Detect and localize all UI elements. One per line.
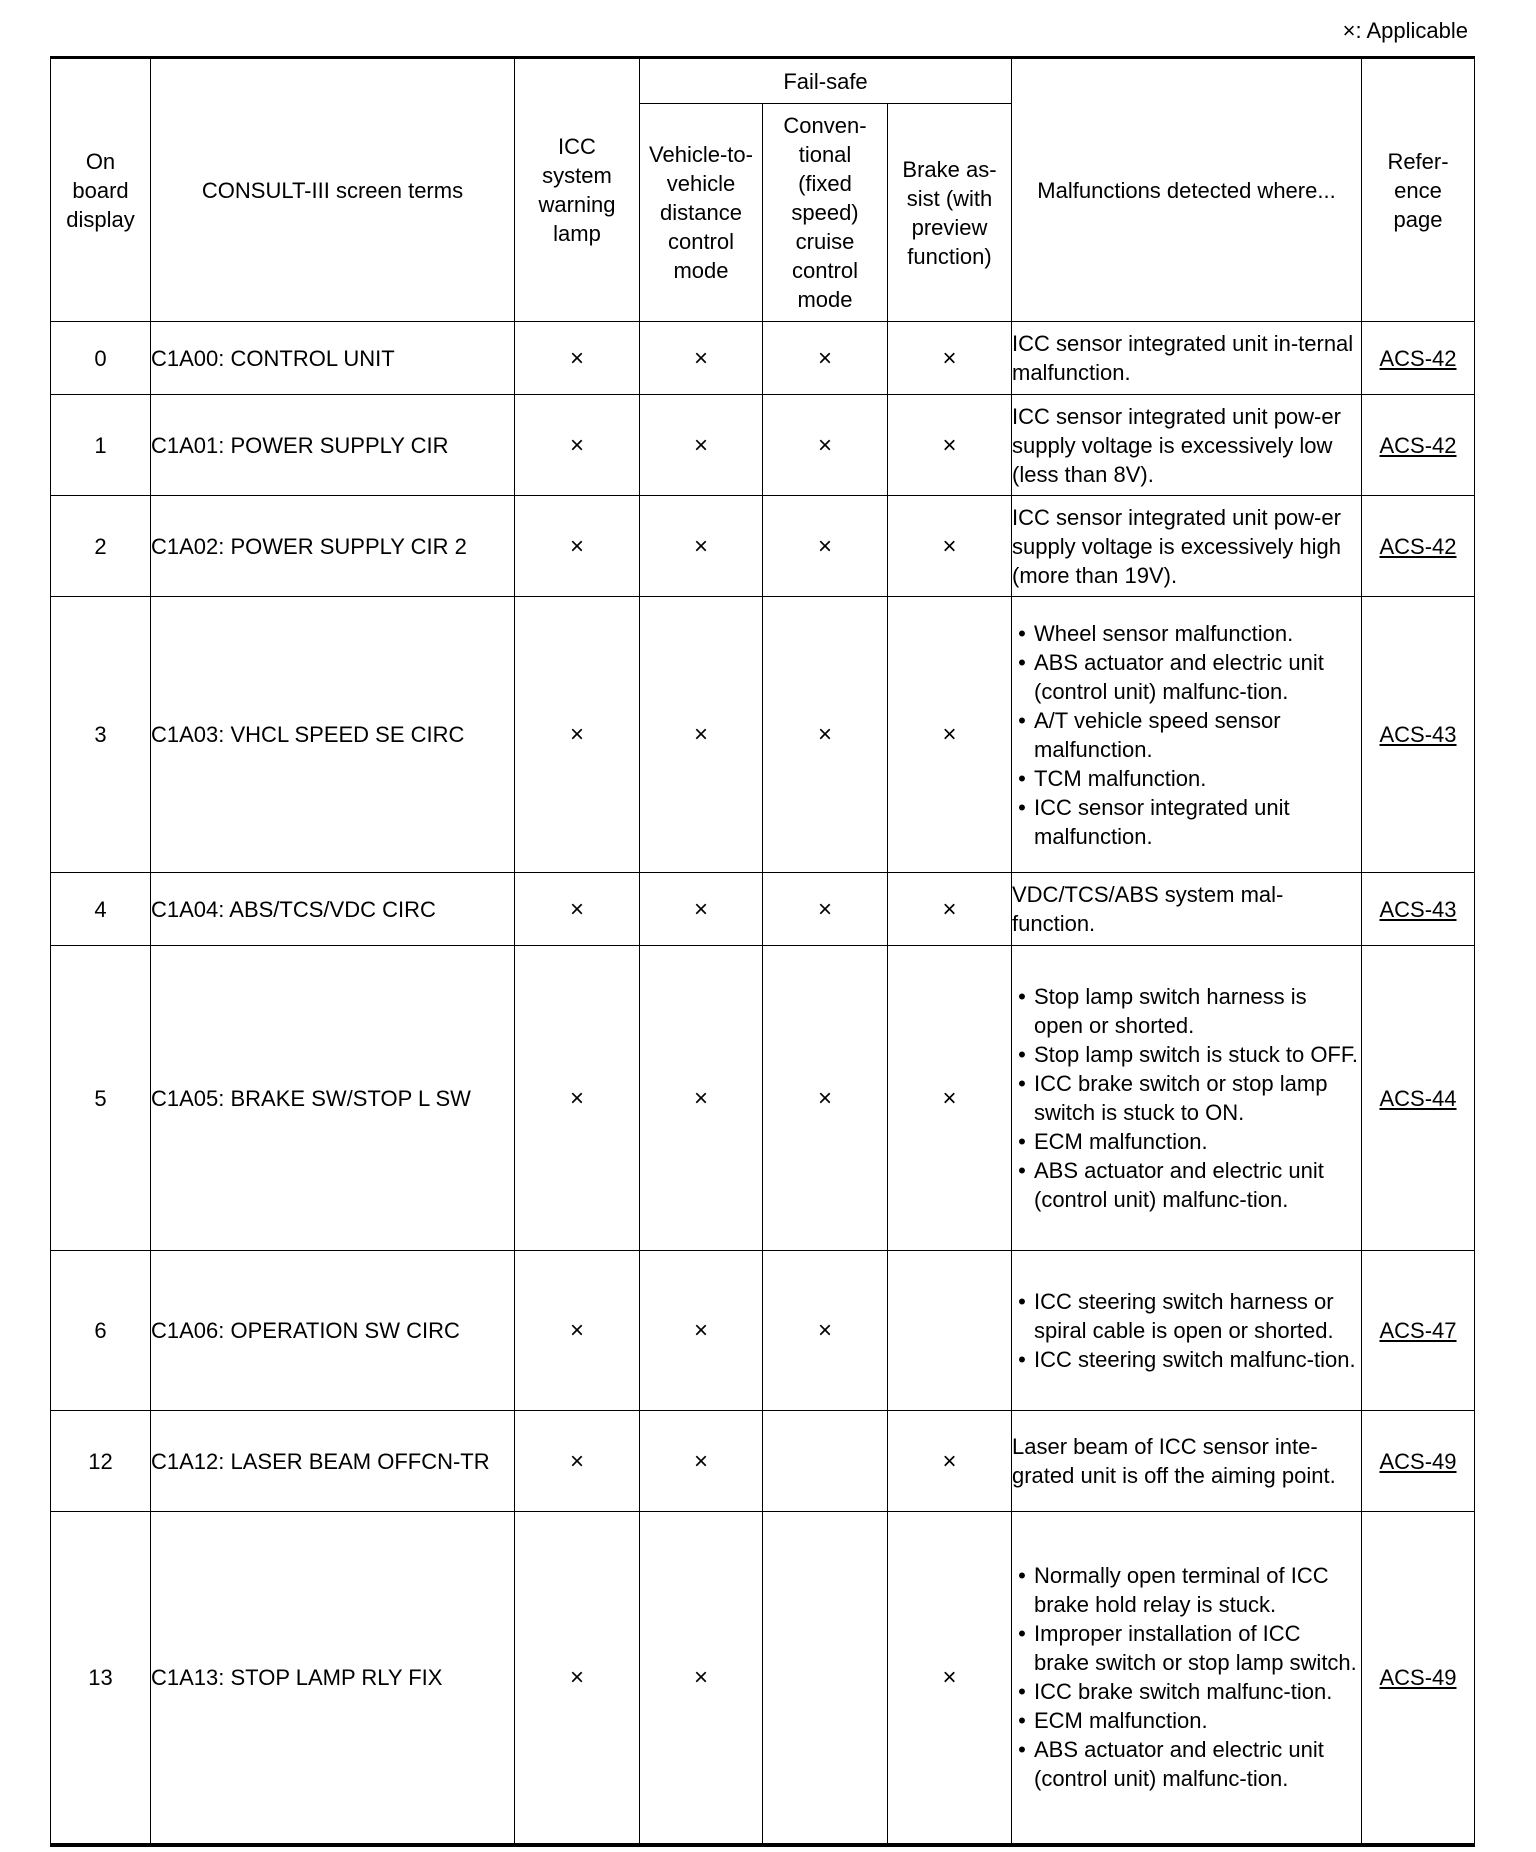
brake-assist-mark: × xyxy=(888,1512,1012,1845)
reference-page-link[interactable]: ACS-47 xyxy=(1379,1318,1457,1343)
malfunction-text: ICC sensor integrated unit pow-er supply voltage is excessively low (less than 8V). xyxy=(1012,403,1341,487)
table-row xyxy=(51,1251,1475,1411)
malfunction-cell xyxy=(1012,873,1362,946)
malfunction-item xyxy=(1012,1677,1361,1706)
reference-page-link[interactable]: ACS-49 xyxy=(1379,1664,1457,1690)
distance-control-mark: × xyxy=(640,1512,763,1845)
onboard-display-cell: 3 xyxy=(51,597,151,873)
table-row xyxy=(51,1411,1475,1512)
header-consult-terms: CONSULT-III screen terms xyxy=(151,58,515,322)
bullet-icon: • xyxy=(1018,1158,1026,1183)
reference-cell xyxy=(1362,1251,1475,1411)
bullet-icon: • xyxy=(1018,1129,1026,1154)
malfunction-item-text: Wheel sensor malfunction. xyxy=(1034,620,1294,646)
reference-page-link[interactable]: ACS-42 xyxy=(1379,345,1457,371)
header-distance-control-mode: Vehicle-to-vehicle distance control mode xyxy=(640,104,763,322)
warning-lamp-mark: × xyxy=(515,496,640,597)
malfunction-item xyxy=(1012,1561,1361,1619)
malfunction-cell xyxy=(1012,597,1362,873)
malfunction-item-text: Normally open terminal of ICC brake hold relay is stuck. xyxy=(1034,1563,1329,1618)
cruise-control-mark: × xyxy=(763,946,888,1251)
distance-control-mark: × xyxy=(640,1411,763,1512)
malfunction-item xyxy=(1012,793,1361,851)
cruise-control-mark: × xyxy=(763,1251,888,1411)
reference-cell xyxy=(1362,395,1475,496)
malfunction-item xyxy=(1012,1069,1361,1127)
malfunction-item-text: Stop lamp switch is stuck to OFF. xyxy=(1034,1042,1358,1067)
reference-page-link[interactable]: ACS-49 xyxy=(1379,1448,1457,1474)
header-icc-warning-lamp: ICC system warning lamp xyxy=(515,58,640,322)
reference-cell xyxy=(1362,322,1475,395)
bullet-icon: • xyxy=(1018,1563,1026,1589)
malfunction-item xyxy=(1012,764,1361,793)
malfunction-cell xyxy=(1012,496,1362,597)
bullet-icon: • xyxy=(1018,1708,1026,1734)
malfunction-item xyxy=(1012,706,1361,764)
malfunction-cell xyxy=(1012,1512,1362,1845)
header-fail-safe: Fail-safe xyxy=(640,58,1012,104)
screen-term-cell: C1A00: CONTROL UNIT xyxy=(151,322,515,395)
cruise-control-mark: × xyxy=(763,597,888,873)
header-malfunctions: Malfunctions detected where... xyxy=(1012,58,1362,322)
malfunction-cell xyxy=(1012,322,1362,395)
reference-page-link[interactable]: ACS-44 xyxy=(1379,1085,1457,1111)
malfunction-list xyxy=(1012,1561,1361,1793)
warning-lamp-mark: × xyxy=(515,1512,640,1845)
distance-control-mark: × xyxy=(640,322,763,395)
screen-term-cell: C1A02: POWER SUPPLY CIR 2 xyxy=(151,496,515,597)
bullet-icon: • xyxy=(1018,1042,1026,1067)
malfunction-list xyxy=(1012,619,1361,851)
warning-lamp-mark: × xyxy=(515,1411,640,1512)
bullet-icon: • xyxy=(1018,794,1026,820)
malfunction-text: VDC/TCS/ABS system mal-function. xyxy=(1012,882,1284,936)
malfunction-cell xyxy=(1012,395,1362,496)
applicable-legend xyxy=(1343,18,1468,44)
reference-page-link[interactable]: ACS-42 xyxy=(1379,533,1457,559)
onboard-display-cell: 13 xyxy=(51,1512,151,1845)
malfunction-item-text: ABS actuator and electric unit (control unit) malfunc-tion. xyxy=(1034,1158,1324,1212)
header-brake-assist: Brake as-sist (with preview function) xyxy=(888,104,1012,322)
screen-term-cell: C1A01: POWER SUPPLY CIR xyxy=(151,395,515,496)
distance-control-mark: × xyxy=(640,1251,763,1411)
screen-term-cell: C1A13: STOP LAMP RLY FIX xyxy=(151,1512,515,1845)
brake-assist-mark: × xyxy=(888,496,1012,597)
malfunction-item xyxy=(1012,1619,1361,1677)
bullet-icon: • xyxy=(1018,1679,1026,1705)
distance-control-mark: × xyxy=(640,946,763,1251)
onboard-display-cell: 12 xyxy=(51,1411,151,1512)
distance-control-mark: × xyxy=(640,395,763,496)
malfunction-item xyxy=(1012,982,1361,1040)
malfunction-item xyxy=(1012,1040,1361,1069)
cruise-control-mark xyxy=(763,1512,888,1845)
bullet-icon: • xyxy=(1018,1621,1026,1647)
cruise-control-mark xyxy=(763,1411,888,1512)
reference-cell xyxy=(1362,597,1475,873)
header-reference-page: Refer-ence page xyxy=(1362,58,1475,322)
brake-assist-mark xyxy=(888,1251,1012,1411)
cruise-control-mark: × xyxy=(763,395,888,496)
bullet-icon: • xyxy=(1018,1071,1026,1096)
malfunction-item-text: ICC steering switch harness or spiral cable is open or shorted. xyxy=(1034,1289,1334,1343)
malfunction-item-text: ICC steering switch malfunc-tion. xyxy=(1034,1347,1356,1372)
malfunction-item-text: Improper installation of ICC brake switch or stop lamp switch. xyxy=(1034,1621,1357,1676)
onboard-display-cell: 2 xyxy=(51,496,151,597)
onboard-display-cell: 5 xyxy=(51,946,151,1251)
malfunction-list xyxy=(1012,982,1361,1214)
header-cruise-control-mode: Conven-tional (fixed speed) cruise control mode xyxy=(763,104,888,322)
dtc-table-body xyxy=(51,322,1475,1845)
bullet-icon: • xyxy=(1018,620,1026,646)
warning-lamp-mark: × xyxy=(515,322,640,395)
legend-mark: × xyxy=(1342,18,1356,43)
malfunction-item-text: Stop lamp switch harness is open or shorted. xyxy=(1034,984,1307,1038)
screen-term-cell: C1A05: BRAKE SW/STOP L SW xyxy=(151,946,515,1251)
bullet-icon: • xyxy=(1018,1289,1026,1314)
malfunction-text: Laser beam of ICC sensor inte-grated unit is off the aiming point. xyxy=(1012,1434,1336,1488)
bullet-icon: • xyxy=(1018,1347,1026,1372)
onboard-display-cell: 6 xyxy=(51,1251,151,1411)
malfunction-item xyxy=(1012,1156,1361,1214)
distance-control-mark: × xyxy=(640,496,763,597)
malfunction-item xyxy=(1012,1127,1361,1156)
reference-page-link[interactable]: ACS-43 xyxy=(1379,896,1457,922)
malfunction-item-text: ICC sensor integrated unit malfunction. xyxy=(1034,794,1290,849)
malfunction-text: ICC sensor integrated unit pow-er supply voltage is excessively high (more than 19V). xyxy=(1012,504,1341,588)
brake-assist-mark: × xyxy=(888,1411,1012,1512)
reference-page-link[interactable]: ACS-42 xyxy=(1379,432,1457,458)
cruise-control-mark: × xyxy=(763,873,888,946)
warning-lamp-mark: × xyxy=(515,597,640,873)
warning-lamp-mark: × xyxy=(515,1251,640,1411)
legend-label: : Applicable xyxy=(1355,18,1468,43)
reference-cell xyxy=(1362,946,1475,1251)
brake-assist-mark: × xyxy=(888,395,1012,496)
distance-control-mark: × xyxy=(640,873,763,946)
malfunction-item xyxy=(1012,1287,1361,1345)
malfunction-cell xyxy=(1012,1251,1362,1411)
bullet-icon: • xyxy=(1018,1737,1026,1763)
malfunction-list xyxy=(1012,1287,1361,1374)
table-row xyxy=(51,946,1475,1251)
dtc-index-table xyxy=(50,56,1475,1847)
bullet-icon: • xyxy=(1018,765,1026,791)
malfunction-item-text: ECM malfunction. xyxy=(1034,1708,1208,1734)
reference-cell xyxy=(1362,873,1475,946)
distance-control-mark: × xyxy=(640,597,763,873)
brake-assist-mark: × xyxy=(888,946,1012,1251)
screen-term-cell: C1A04: ABS/TCS/VDC CIRC xyxy=(151,873,515,946)
malfunction-item xyxy=(1012,1735,1361,1793)
header-onboard-display: On board display xyxy=(51,58,151,322)
table-row xyxy=(51,322,1475,395)
warning-lamp-mark: × xyxy=(515,946,640,1251)
screen-term-cell: C1A12: LASER BEAM OFFCN-TR xyxy=(151,1411,515,1512)
malfunction-cell xyxy=(1012,1411,1362,1512)
brake-assist-mark: × xyxy=(888,322,1012,395)
brake-assist-mark: × xyxy=(888,873,1012,946)
malfunction-item xyxy=(1012,1345,1361,1374)
malfunction-item-text: A/T vehicle speed sensor malfunction. xyxy=(1034,707,1281,762)
malfunction-item-text: TCM malfunction. xyxy=(1034,765,1207,791)
reference-cell xyxy=(1362,496,1475,597)
bullet-icon: • xyxy=(1018,649,1026,675)
table-row xyxy=(51,873,1475,946)
malfunction-item-text: ICC brake switch or stop lamp switch is stuck to ON. xyxy=(1034,1071,1328,1125)
cruise-control-mark: × xyxy=(763,322,888,395)
malfunction-item xyxy=(1012,619,1361,648)
reference-cell xyxy=(1362,1512,1475,1845)
malfunction-item-text: ABS actuator and electric unit (control unit) malfunc-tion. xyxy=(1034,649,1324,704)
table-row xyxy=(51,395,1475,496)
cruise-control-mark: × xyxy=(763,496,888,597)
screen-term-cell: C1A03: VHCL SPEED SE CIRC xyxy=(151,597,515,873)
reference-page-link[interactable]: ACS-43 xyxy=(1379,722,1457,747)
onboard-display-cell: 4 xyxy=(51,873,151,946)
malfunction-item-text: ICC brake switch malfunc-tion. xyxy=(1034,1679,1333,1705)
bullet-icon: • xyxy=(1018,707,1026,733)
malfunction-item xyxy=(1012,1706,1361,1735)
screen-term-cell: C1A06: OPERATION SW CIRC xyxy=(151,1251,515,1411)
brake-assist-mark: × xyxy=(888,597,1012,873)
onboard-display-cell: 1 xyxy=(51,395,151,496)
malfunction-item xyxy=(1012,648,1361,706)
bullet-icon: • xyxy=(1018,984,1026,1009)
malfunction-item-text: ECM malfunction. xyxy=(1034,1129,1208,1154)
malfunction-text: ICC sensor integrated unit in-ternal malfunction. xyxy=(1012,331,1354,385)
onboard-display-cell: 0 xyxy=(51,322,151,395)
malfunction-cell xyxy=(1012,946,1362,1251)
malfunction-item-text: ABS actuator and electric unit (control unit) malfunc-tion. xyxy=(1034,1737,1324,1792)
reference-cell xyxy=(1362,1411,1475,1512)
warning-lamp-mark: × xyxy=(515,873,640,946)
table-row xyxy=(51,1512,1475,1845)
table-row xyxy=(51,496,1475,597)
warning-lamp-mark: × xyxy=(515,395,640,496)
table-row xyxy=(51,597,1475,873)
